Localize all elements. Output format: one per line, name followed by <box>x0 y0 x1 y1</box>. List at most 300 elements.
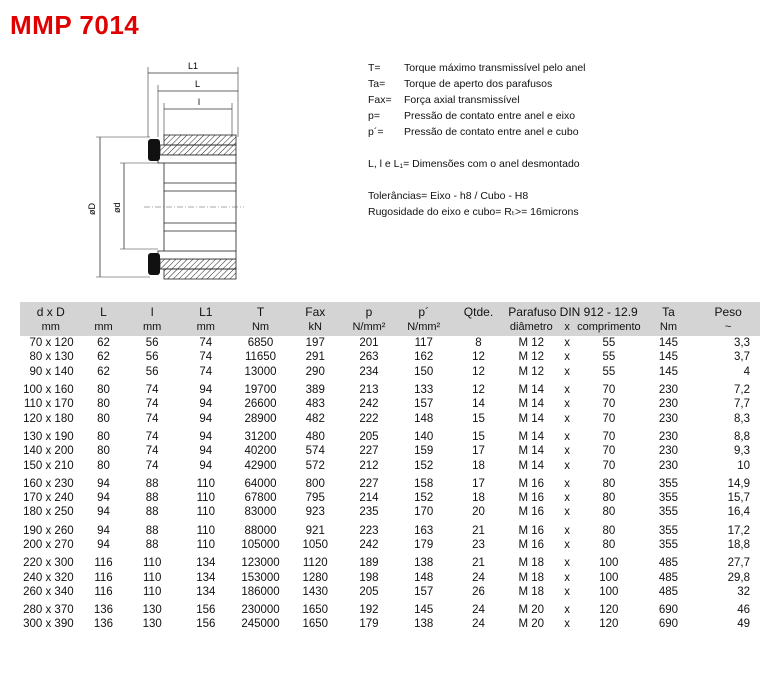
dim-inner-diameter-label: ød <box>112 202 122 213</box>
table-cell: 70 <box>602 430 616 443</box>
table-cell: 94 <box>97 492 110 505</box>
table-cell: 186000 <box>241 585 280 598</box>
table-cell: x <box>564 398 571 411</box>
table-cell: 1050 <box>302 539 329 551</box>
table-cell: M 12 <box>518 351 545 364</box>
table-cell: 15 <box>472 430 485 443</box>
table-cell: x <box>564 459 571 472</box>
table-cell: 94 <box>97 539 110 551</box>
table-cell: 94 <box>199 430 213 443</box>
table-cell: 230 <box>658 384 679 397</box>
tolerance-note: Tolerâncias= Eixo - h8 / Cubo - H8 <box>368 190 529 202</box>
table-cell: x <box>564 384 571 397</box>
table-cell: 94 <box>199 445 213 458</box>
table-cell: 90 x 140 <box>29 365 74 378</box>
table-cell: 138 <box>414 618 434 631</box>
table-cell: 572 <box>305 459 325 472</box>
table-cell: 242 <box>359 539 379 551</box>
table-cell: 156 <box>196 604 216 617</box>
table-cell: 80 x 130 <box>29 351 74 364</box>
table-cell: 200 x 270 <box>23 539 74 551</box>
table-cell: 213 <box>359 384 379 397</box>
legend-symbol: Ta= <box>368 78 386 90</box>
legend-symbol: Fax= <box>368 94 392 106</box>
table-cell: 145 <box>414 604 434 617</box>
table-cell: 13000 <box>244 365 277 378</box>
table-cell: 116 <box>94 557 113 570</box>
table-cell: 690 <box>658 604 679 617</box>
table-cell: 355 <box>658 539 679 551</box>
unit-cell: ~ <box>696 320 760 336</box>
dim-l1-label: L1 <box>188 61 199 71</box>
table-cell: 152 <box>414 492 434 505</box>
table-cell: 485 <box>658 557 679 570</box>
table-cell: 80 <box>97 459 110 472</box>
table-cell: 3,3 <box>734 337 750 350</box>
table-cell: 12 <box>472 351 485 364</box>
table-cell: 153000 <box>241 571 280 584</box>
table-cell: 230 <box>658 412 679 425</box>
table-cell: 300 x 390 <box>23 618 74 631</box>
legend-symbol: p= <box>368 110 380 122</box>
table-cell: M 18 <box>518 585 545 598</box>
table-cell: 67800 <box>244 492 277 505</box>
table-cell: 70 x 120 <box>29 337 74 350</box>
legend-symbol: p´= <box>368 126 384 138</box>
table-cell: 56 <box>145 351 159 364</box>
header-d-x-D: d x D <box>20 302 82 320</box>
table-row <box>20 426 760 444</box>
table-cell: M 18 <box>518 557 545 570</box>
table-cell: 117 <box>414 337 433 350</box>
dim-small-l-label: l <box>198 97 200 107</box>
table-cell: 159 <box>414 445 434 458</box>
table-cell: x <box>564 477 571 490</box>
table-cell: 800 <box>305 477 325 490</box>
table-cell: 145 <box>658 351 679 364</box>
header-qtde: Qtde. <box>452 302 506 320</box>
table-cell: 690 <box>658 618 679 631</box>
header-Fax: Fax <box>288 302 342 320</box>
table-cell: 136 <box>93 604 114 617</box>
table-cell: x <box>564 412 571 425</box>
table-cell: 148 <box>414 571 434 584</box>
table-cell: 19700 <box>244 384 277 397</box>
table-cell: 190 x 260 <box>23 524 74 537</box>
table-cell: 921 <box>305 524 325 537</box>
table-cell: 179 <box>359 618 379 631</box>
table-cell: 480 <box>305 430 325 443</box>
table-cell: 245000 <box>241 618 280 631</box>
table-cell: 134 <box>196 585 216 598</box>
table-cell: 280 x 370 <box>23 604 74 617</box>
table-cell: 21 <box>472 524 485 537</box>
table-row <box>20 505 760 519</box>
table-cell: M 16 <box>518 506 545 519</box>
table-cell: 9,3 <box>734 445 750 458</box>
table-cell: 26 <box>472 585 485 598</box>
table-cell: 74 <box>145 430 159 443</box>
unit-cell: diâmetro <box>505 320 557 336</box>
page-title: MMP 7014 <box>10 10 140 40</box>
table-cell: 100 x 160 <box>23 384 74 397</box>
table-cell: 156 <box>196 618 216 631</box>
table-cell: 355 <box>658 492 679 505</box>
table-row <box>20 552 760 570</box>
table-cell: 1120 <box>302 557 328 570</box>
table-cell: M 14 <box>518 384 545 397</box>
header-l: l <box>125 302 179 320</box>
table-cell: 192 <box>359 604 379 617</box>
table-cell: 20 <box>472 506 485 519</box>
table-cell: M 14 <box>518 398 545 411</box>
table-cell: 94 <box>97 524 110 537</box>
table-cell: 24 <box>472 571 485 584</box>
table-cell: 110 <box>196 524 215 537</box>
table-cell: 110 <box>143 571 162 584</box>
table-cell: M 16 <box>518 524 545 537</box>
table-cell: 100 <box>599 571 619 584</box>
table-cell: 88 <box>145 524 159 537</box>
table-cell: x <box>564 337 571 350</box>
unit-cell: mm <box>20 320 82 336</box>
header-parafuso: Parafuso DIN 912 - 12.9 <box>505 302 640 320</box>
table-cell: x <box>564 492 571 505</box>
legend-symbol: T= <box>368 62 381 74</box>
table-row <box>20 365 760 379</box>
table-row <box>20 411 760 425</box>
table-cell: 158 <box>414 477 434 490</box>
table-cell: x <box>564 618 571 631</box>
table-cell: 355 <box>658 506 679 519</box>
table-row <box>20 617 760 631</box>
table-row <box>20 599 760 617</box>
table-cell: 116 <box>94 571 113 584</box>
table-cell: 148 <box>414 412 434 425</box>
table-cell: 1650 <box>302 618 329 631</box>
table-cell: 27,7 <box>727 557 750 570</box>
table-cell: 485 <box>658 585 679 598</box>
table-cell: 74 <box>145 398 159 411</box>
table-cell: 240 x 320 <box>23 571 74 584</box>
table-cell: 110 <box>143 585 162 598</box>
table-cell: 157 <box>414 398 434 411</box>
dim-outer-diameter-label: øD <box>87 203 97 215</box>
table-cell: 150 <box>414 365 434 378</box>
table-cell: 189 <box>359 557 379 570</box>
table-cell: 170 <box>414 506 434 519</box>
table-cell: 230 <box>658 445 679 458</box>
table-cell: 133 <box>414 384 434 397</box>
table-row <box>20 458 760 472</box>
table-cell: 18 <box>472 492 485 505</box>
table-cell: 140 x 200 <box>23 445 74 458</box>
table-cell: M 18 <box>518 571 545 584</box>
table-cell: 355 <box>658 524 679 537</box>
table-cell: M 14 <box>518 459 545 472</box>
table-cell: 160 x 230 <box>23 477 74 490</box>
table-cell: 14,9 <box>727 477 750 490</box>
table-cell: 180 x 250 <box>23 506 74 519</box>
table-cell: 179 <box>414 539 434 551</box>
table-cell: 140 <box>414 430 434 443</box>
table-cell: 235 <box>359 506 379 519</box>
header-Ta: Ta <box>641 302 697 320</box>
table-cell: 11650 <box>244 351 277 364</box>
table-cell: 62 <box>97 365 110 378</box>
table-cell: 130 <box>142 604 162 617</box>
table-cell: 170 x 240 <box>23 492 74 505</box>
table-cell: 110 x 170 <box>23 398 74 411</box>
table-cell: 291 <box>305 351 325 364</box>
table-row <box>20 336 760 350</box>
table-cell: 263 <box>359 351 379 364</box>
table-cell: 88000 <box>244 524 277 537</box>
table-row <box>20 570 760 584</box>
table-cell: 485 <box>658 571 679 584</box>
table-cell: 18 <box>472 459 485 472</box>
table-cell: 12 <box>472 384 485 397</box>
table-cell: 17 <box>472 477 485 490</box>
header-p: p <box>342 302 396 320</box>
table-cell: x <box>564 524 571 537</box>
table-cell: 94 <box>199 459 213 472</box>
table-cell: M 16 <box>518 539 545 551</box>
table-row <box>20 491 760 505</box>
table-cell: 136 <box>93 618 114 631</box>
table-cell: x <box>564 604 571 617</box>
table-cell: 74 <box>145 384 159 397</box>
table-cell: x <box>564 365 571 378</box>
table-cell: 212 <box>359 459 379 472</box>
table-cell: 29,8 <box>727 571 750 584</box>
table-cell: 1280 <box>302 571 329 584</box>
table-cell: 88 <box>145 539 159 551</box>
table-cell: 120 <box>599 604 619 617</box>
table-row <box>20 538 760 552</box>
table-cell: 55 <box>602 337 616 350</box>
coupling-cross-section-drawing <box>80 55 260 285</box>
legend-block <box>368 60 586 220</box>
header-peso: Peso <box>696 302 760 320</box>
table-cell: 8,3 <box>734 412 750 425</box>
table-cell: 8,8 <box>734 430 750 443</box>
table-cell: 214 <box>359 492 379 505</box>
table-cell: 157 <box>414 585 434 598</box>
legend-description: Torque máximo transmissível pelo anel <box>404 62 586 74</box>
table-cell: 74 <box>199 351 213 364</box>
legend-description: Força axial transmissível <box>404 94 520 106</box>
table-cell: 80 <box>602 539 616 551</box>
table-cell: 18,8 <box>727 539 750 551</box>
table-cell: 110 <box>196 492 215 505</box>
table-cell: 62 <box>97 351 110 364</box>
table-cell: M 14 <box>518 445 545 458</box>
table-cell: 74 <box>145 459 159 472</box>
table-cell: 80 <box>97 430 110 443</box>
table-cell: 205 <box>359 430 379 443</box>
table-row <box>20 585 760 599</box>
table-cell: 220 x 300 <box>23 557 74 570</box>
header-p-prime: p´ <box>396 302 452 320</box>
unit-cell: mm <box>82 320 126 336</box>
table-cell: 74 <box>145 445 159 458</box>
table-cell: 110 <box>143 557 162 570</box>
unit-cell: x <box>557 320 577 336</box>
table-cell: 290 <box>305 365 325 378</box>
table-cell: 222 <box>359 412 379 425</box>
table-cell: M 16 <box>518 477 545 490</box>
table-cell: 55 <box>602 351 616 364</box>
unit-cell: mm <box>179 320 233 336</box>
table-cell: 32 <box>737 585 750 598</box>
table-cell: M 16 <box>518 492 545 505</box>
table-body <box>20 336 760 632</box>
table-cell: 28900 <box>244 412 277 425</box>
table-cell: 4 <box>743 365 750 378</box>
table-cell: 80 <box>97 398 110 411</box>
unit-cell <box>452 320 506 336</box>
table-cell: 230 <box>658 398 679 411</box>
header-T: T <box>233 302 289 320</box>
table-cell: 94 <box>199 384 213 397</box>
legend-description: Pressão de contato entre anel e cubo <box>404 126 579 138</box>
table-cell: 152 <box>414 459 434 472</box>
table-cell: 26600 <box>244 398 277 411</box>
unit-cell: kN <box>288 320 342 336</box>
table-cell: 227 <box>359 445 379 458</box>
table-cell: 198 <box>359 571 379 584</box>
unit-cell: comprimento <box>577 320 641 336</box>
table-cell: 795 <box>305 492 325 505</box>
table-cell: 134 <box>196 557 216 570</box>
table-cell: 123000 <box>241 557 280 570</box>
table-cell: 64000 <box>244 477 277 490</box>
table-cell: 120 x 180 <box>23 412 74 425</box>
table-cell: 17,2 <box>727 524 750 537</box>
table-cell: 16,4 <box>727 506 750 519</box>
table-cell: 483 <box>305 398 325 411</box>
table-cell: 120 <box>599 618 619 631</box>
table-cell: x <box>564 430 571 443</box>
table-cell: 163 <box>414 524 434 537</box>
table-cell: 162 <box>414 351 434 364</box>
table-row <box>20 397 760 411</box>
table-cell: 574 <box>305 445 325 458</box>
unit-cell: Nm <box>233 320 289 336</box>
table-cell: 197 <box>305 337 325 350</box>
table-cell: 80 <box>602 492 616 505</box>
table-cell: 6850 <box>247 337 274 350</box>
table-cell: 923 <box>305 506 325 519</box>
specification-table <box>20 302 760 632</box>
table-cell: x <box>564 351 571 364</box>
table-cell: 70 <box>602 384 616 397</box>
table-cell: M 14 <box>518 412 545 425</box>
table-row <box>20 520 760 538</box>
table-cell: x <box>564 506 571 519</box>
table-cell: 230 <box>658 459 679 472</box>
table-cell: 130 <box>142 618 162 631</box>
table-row <box>20 350 760 364</box>
table-cell: M 20 <box>518 604 545 617</box>
table-cell: 74 <box>199 337 213 350</box>
table-cell: 56 <box>145 337 159 350</box>
table-cell: 100 <box>599 585 619 598</box>
table-cell: M 12 <box>518 337 545 350</box>
table-cell: 260 x 340 <box>23 585 74 598</box>
legend-description: Torque de aperto dos parafusos <box>404 78 553 90</box>
table-cell: 227 <box>359 477 379 490</box>
table-cell: 110 <box>196 539 215 551</box>
table-cell: 234 <box>359 365 379 378</box>
table-cell: 94 <box>97 477 110 490</box>
roughness-note: Rugosidade do eixo e cubo= Rₜ>= 16microns <box>368 206 579 218</box>
table-cell: 15,7 <box>727 492 750 505</box>
table-cell: 100 <box>599 557 619 570</box>
table-cell: 201 <box>359 337 379 350</box>
table-cell: x <box>564 445 571 458</box>
table-cell: x <box>564 571 571 584</box>
table-cell: 70 <box>602 412 616 425</box>
table-cell: M 14 <box>518 430 545 443</box>
unit-cell: N/mm² <box>396 320 452 336</box>
table-cell: 24 <box>472 604 485 617</box>
table-cell: 389 <box>305 384 325 397</box>
unit-cell: N/mm² <box>342 320 396 336</box>
table-cell: 7,7 <box>734 398 750 411</box>
table-cell: 12 <box>472 365 485 378</box>
table-cell: 88 <box>145 492 159 505</box>
table-cell: 62 <box>97 337 110 350</box>
table-cell: 80 <box>97 384 110 397</box>
table-cell: 24 <box>472 618 485 631</box>
dimensions-note: L, l e L₁= Dimensões com o anel desmontado <box>368 158 580 170</box>
dim-l-label: L <box>195 79 201 89</box>
table-cell: 40200 <box>244 445 277 458</box>
header-L: L <box>82 302 126 320</box>
table-cell: 355 <box>658 477 679 490</box>
table-cell: 138 <box>414 557 434 570</box>
table-cell: 46 <box>737 604 750 617</box>
table-cell: 74 <box>199 365 213 378</box>
table-cell: 88 <box>145 506 159 519</box>
table-cell: 17 <box>472 445 485 458</box>
legend-description: Pressão de contato entre anel e eixo <box>404 110 576 122</box>
table-cell: 49 <box>737 618 750 631</box>
table-cell: 94 <box>97 506 110 519</box>
table-cell: 482 <box>305 412 325 425</box>
table-cell: 223 <box>359 524 379 537</box>
table-cell: 242 <box>359 398 379 411</box>
table-cell: 7,2 <box>734 384 750 397</box>
table-cell: 230 <box>658 430 679 443</box>
table-cell: 110 <box>196 477 215 490</box>
table-cell: 83000 <box>244 506 277 519</box>
table-cell: 55 <box>602 365 616 378</box>
table-cell: x <box>564 585 571 598</box>
table-cell: 205 <box>359 585 379 598</box>
table-cell: 80 <box>97 412 110 425</box>
table-cell: 8 <box>475 337 482 350</box>
table-cell: 150 x 210 <box>23 459 74 472</box>
table-cell: 15 <box>472 412 485 425</box>
table-cell: 42900 <box>244 459 277 472</box>
table-cell: 94 <box>199 412 213 425</box>
unit-cell: Nm <box>641 320 697 336</box>
table-cell: 70 <box>602 445 616 458</box>
table-cell: 10 <box>737 459 750 472</box>
